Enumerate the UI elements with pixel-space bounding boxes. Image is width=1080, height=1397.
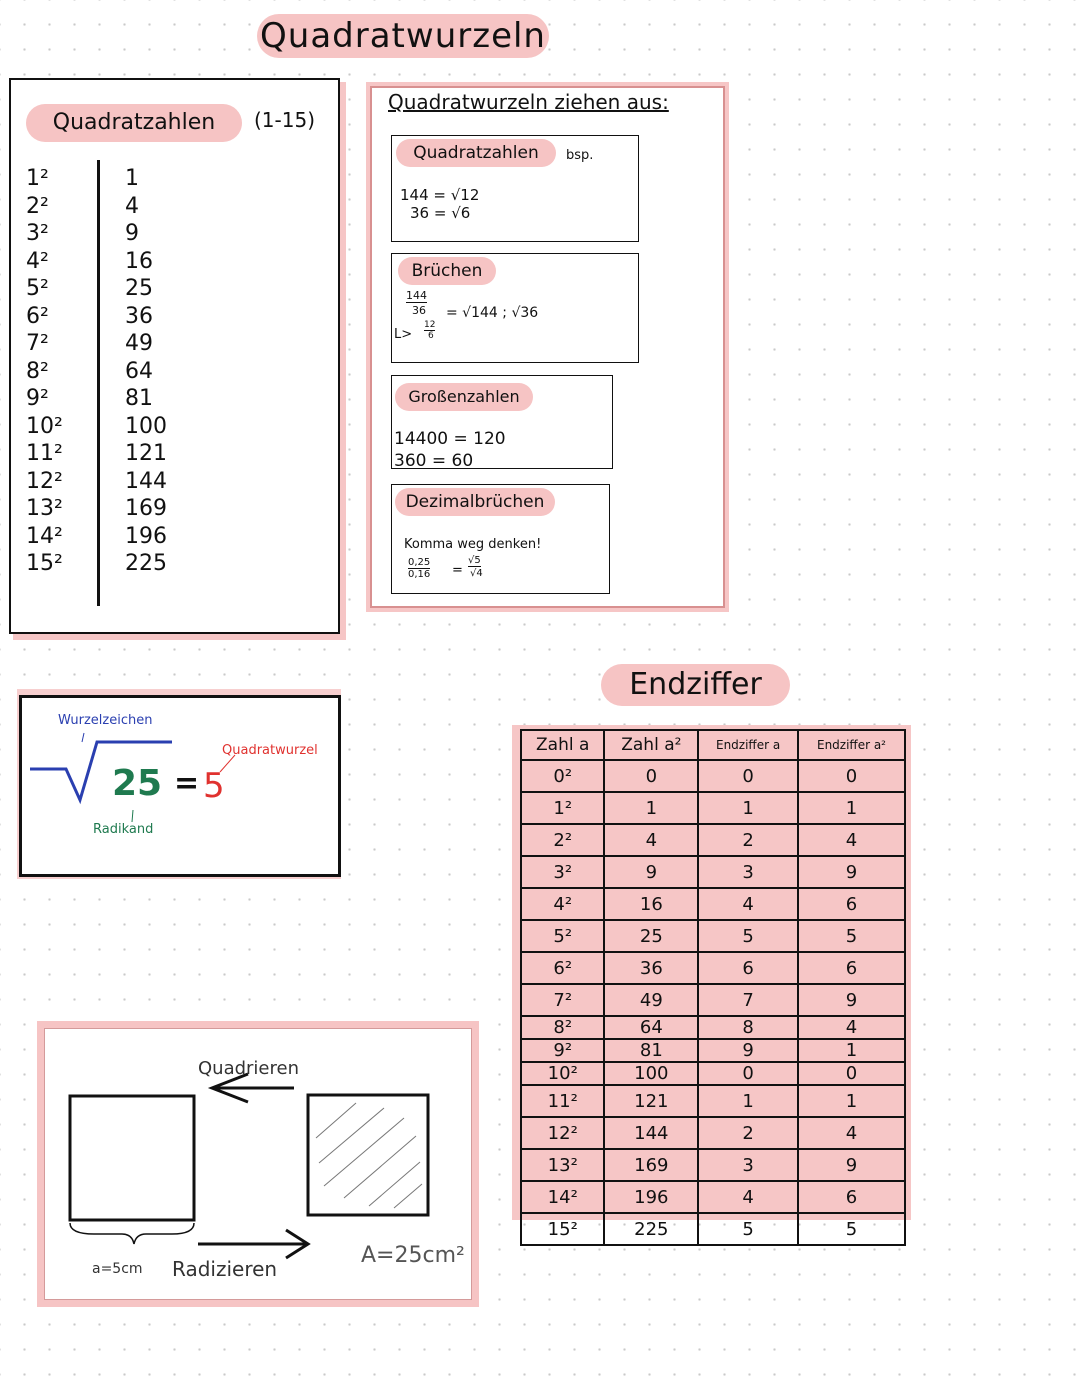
table-cell: 9 xyxy=(798,856,905,888)
square-root-result: 5 xyxy=(203,766,225,806)
table-row xyxy=(521,1016,905,1039)
column-header: Zahl a² xyxy=(604,730,698,760)
table-cell: 121 xyxy=(604,1085,698,1117)
brace-icon xyxy=(70,1223,194,1244)
square-value: 196 xyxy=(125,523,167,549)
decimal-result-denominator: √4 xyxy=(470,568,483,579)
square-base: 5² xyxy=(26,276,49,301)
table-cell: 0² xyxy=(521,760,604,792)
table-cell: 3² xyxy=(521,856,604,888)
table-row xyxy=(521,888,905,920)
table-row xyxy=(521,760,905,792)
table-row xyxy=(521,1039,905,1062)
table-cell: 1 xyxy=(798,1039,905,1062)
section-large-numbers-label: Großenzahlen xyxy=(395,383,533,411)
table-cell: 0 xyxy=(698,760,798,792)
table-cell: 225 xyxy=(604,1213,698,1245)
decimal-denominator: 0,16 xyxy=(408,569,431,580)
table-cell: 4 xyxy=(698,1181,798,1213)
square-value: 100 xyxy=(125,413,167,439)
table-row xyxy=(521,824,905,856)
table-cell: 8² xyxy=(521,1016,604,1039)
table-cell: 169 xyxy=(604,1149,698,1181)
table-cell: 1 xyxy=(698,792,798,824)
table-cell: 6 xyxy=(798,1181,905,1213)
table-cell: 1 xyxy=(604,792,698,824)
table-cell: 10² xyxy=(521,1062,604,1085)
table-cell: 6 xyxy=(698,952,798,984)
square-base: 8² xyxy=(26,358,49,384)
table-cell: 4 xyxy=(798,824,905,856)
table-row xyxy=(521,920,905,952)
table-row xyxy=(521,1117,905,1149)
last-digit-table xyxy=(512,725,911,1240)
table-row xyxy=(521,1181,905,1213)
square-base: 6² xyxy=(26,303,49,329)
table-cell: 7² xyxy=(521,984,604,1016)
root-extraction-label: Radizieren xyxy=(172,1257,278,1281)
example-line: 144 = √12 xyxy=(400,186,480,204)
table-cell: 0 xyxy=(698,1062,798,1085)
square-value: 1 xyxy=(125,166,139,191)
large-number-line: 14400 = 120 xyxy=(394,429,506,449)
table-row xyxy=(521,1085,905,1117)
square-base: 1² xyxy=(26,166,49,191)
area-label: A=25cm² xyxy=(361,1243,465,1268)
table-cell: 2 xyxy=(698,824,798,856)
fraction-equation: = √144 ; √36 xyxy=(446,305,539,321)
arrow-line-icon xyxy=(82,733,84,742)
table-cell: 7 xyxy=(698,984,798,1016)
square-value: 169 xyxy=(125,496,167,521)
table-cell: 11² xyxy=(521,1085,604,1117)
square-base: 11² xyxy=(26,441,63,466)
table-cell: 2 xyxy=(698,1117,798,1149)
side-length-label: a=5cm xyxy=(92,1261,143,1277)
example-note: bsp. xyxy=(566,148,594,163)
table-cell: 4 xyxy=(698,888,798,920)
table-cell: 5 xyxy=(798,920,905,952)
section-square-numbers-label: Quadratzahlen xyxy=(396,139,556,167)
table-cell: 0 xyxy=(798,760,905,792)
square-base: 14² xyxy=(26,523,63,549)
table-cell: 3 xyxy=(698,856,798,888)
square-value: 64 xyxy=(125,358,153,384)
square-base: 3² xyxy=(26,221,49,246)
square-value: 225 xyxy=(125,551,167,576)
table-row xyxy=(521,1062,905,1085)
square-numbers-range: (1-15) xyxy=(254,108,315,132)
table-cell: 6² xyxy=(521,952,604,984)
column-header: Endziffer a² xyxy=(798,730,905,760)
square-base: 15² xyxy=(26,551,63,576)
table-cell: 4 xyxy=(798,1117,905,1149)
table-row xyxy=(521,1149,905,1181)
square-value: 49 xyxy=(125,331,153,356)
radicand: 25 xyxy=(112,763,163,804)
decimal-equals: = xyxy=(452,563,463,578)
square-base: 2² xyxy=(26,193,49,219)
arrow-line-icon xyxy=(132,810,133,822)
result-numerator: 12 xyxy=(424,320,436,330)
square-base: 12² xyxy=(26,468,63,494)
square-value: 16 xyxy=(125,248,153,274)
table-cell: 36 xyxy=(604,952,698,984)
table-cell: 16 xyxy=(604,888,698,920)
table-cell: 9 xyxy=(604,856,698,888)
table-cell: 5² xyxy=(521,920,604,952)
equals-sign: = xyxy=(174,766,200,801)
decimal-numerator: 0,25 xyxy=(408,557,431,568)
square-base: 4² xyxy=(26,248,49,274)
table-cell: 8 xyxy=(698,1016,798,1039)
table-cell: 3 xyxy=(698,1149,798,1181)
table-cell: 4 xyxy=(604,824,698,856)
table-cell: 13² xyxy=(521,1149,604,1181)
square-numbers-heading: Quadratzahlen xyxy=(26,104,242,142)
table-cell: 5 xyxy=(798,1213,905,1245)
table-cell: 2² xyxy=(521,824,604,856)
page-title: Quadratwurzeln xyxy=(257,14,549,58)
square-base: 9² xyxy=(26,386,49,411)
fraction-denominator: 36 xyxy=(412,304,426,317)
large-number-line: 360 = 60 xyxy=(394,451,474,471)
table-cell: 0 xyxy=(798,1062,905,1085)
table-cell: 4 xyxy=(798,1016,905,1039)
square-value: 81 xyxy=(125,386,153,411)
result-denominator: 6 xyxy=(428,331,434,341)
square-root-label: Quadratwurzel xyxy=(222,743,318,758)
table-cell: 6 xyxy=(798,888,905,920)
column-header: Endziffer a xyxy=(698,730,798,760)
table-cell: 9 xyxy=(698,1039,798,1062)
table-cell: 5 xyxy=(698,1213,798,1245)
square-value: 4 xyxy=(125,193,139,219)
decimals-note: Komma weg denken! xyxy=(404,537,542,552)
arrow-marker: L> xyxy=(394,327,413,342)
square-value: 144 xyxy=(125,468,167,494)
square-base: 7² xyxy=(26,331,49,356)
hatching-icon xyxy=(316,1103,422,1208)
radicand-label: Radikand xyxy=(93,822,154,837)
square-outline-icon xyxy=(70,1096,194,1220)
table-cell: 1² xyxy=(521,792,604,824)
table-cell: 25 xyxy=(604,920,698,952)
table-cell: 5 xyxy=(698,920,798,952)
square-value: 36 xyxy=(125,303,153,329)
square-base: 10² xyxy=(26,413,63,439)
table-cell: 81 xyxy=(604,1039,698,1062)
table-cell: 4² xyxy=(521,888,604,920)
root-extraction-title: Quadratwurzeln ziehen aus: xyxy=(388,90,669,114)
table-cell: 196 xyxy=(604,1181,698,1213)
example-line: 36 = √6 xyxy=(410,204,471,222)
table-cell: 1 xyxy=(798,792,905,824)
table-cell: 1 xyxy=(698,1085,798,1117)
column-divider xyxy=(97,160,100,606)
table-cell: 144 xyxy=(604,1117,698,1149)
column-header: Zahl a xyxy=(521,730,604,760)
table-cell: 49 xyxy=(604,984,698,1016)
table-cell: 15² xyxy=(521,1213,604,1245)
table-cell: 64 xyxy=(604,1016,698,1039)
squaring-label: Quadrieren xyxy=(198,1058,299,1079)
table-cell: 9 xyxy=(798,1149,905,1181)
last-digit-title: Endziffer xyxy=(601,664,790,706)
table-cell: 6 xyxy=(798,952,905,984)
table-row xyxy=(521,1213,905,1245)
table-cell: 100 xyxy=(604,1062,698,1085)
square-value: 9 xyxy=(125,221,139,246)
decimal-result-numerator: √5 xyxy=(468,555,481,566)
table-row xyxy=(521,856,905,888)
square-value: 25 xyxy=(125,276,153,301)
square-value: 121 xyxy=(125,441,167,466)
table-cell: 12² xyxy=(521,1117,604,1149)
table-cell: 9 xyxy=(798,984,905,1016)
table-cell: 14² xyxy=(521,1181,604,1213)
section-decimals-label: Dezimalbrüchen xyxy=(395,488,555,516)
table-cell: 0 xyxy=(604,760,698,792)
shaded-square-icon xyxy=(308,1095,428,1215)
table-row xyxy=(521,952,905,984)
table-cell: 9² xyxy=(521,1039,604,1062)
root-sign-label: Wurzelzeichen xyxy=(58,713,153,728)
table-row xyxy=(521,984,905,1016)
square-base: 13² xyxy=(26,496,63,521)
fraction-numerator: 144 xyxy=(406,289,427,302)
section-fractions-label: Brüchen xyxy=(398,257,496,285)
table-row xyxy=(521,792,905,824)
table-cell: 1 xyxy=(798,1085,905,1117)
